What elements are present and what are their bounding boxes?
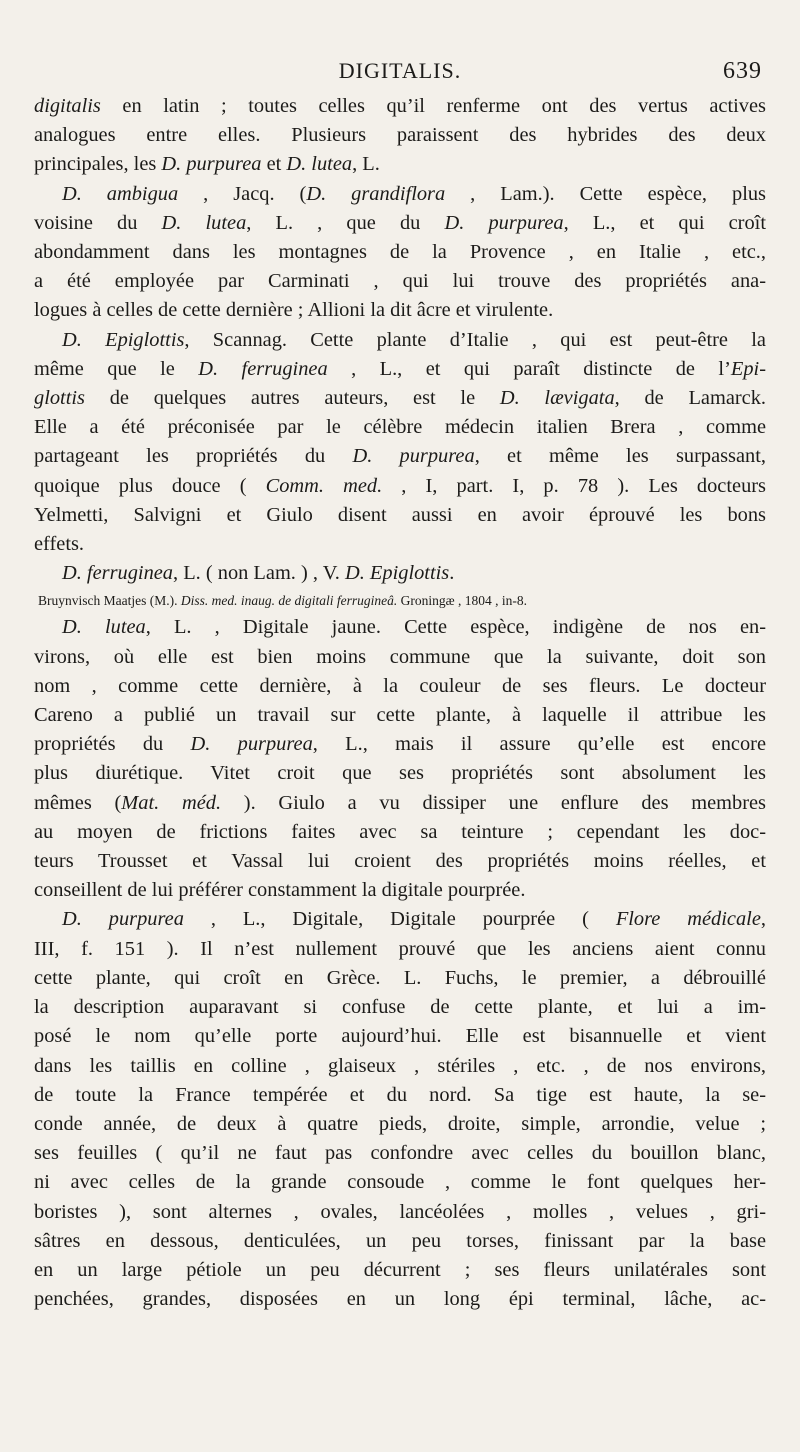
text-line: la description auparavant si confuse de cette plante, et lui a im- xyxy=(34,996,766,1019)
text-line: ses feuilles ( qu’il ne faut pas confondre avec celles du bouillon blanc, xyxy=(34,1142,766,1165)
text-line: D. ferruginea, L. ( non Lam. ) , V. D. Epiglottis. xyxy=(62,562,455,585)
running-title: DIGITALIS. xyxy=(338,58,462,83)
text-line: conseillent de lui préférer constamment la digitale pourprée. xyxy=(34,879,526,902)
text-line: D. Epiglottis, Scannag. Cette plante d’Italie , qui est peut-être la xyxy=(62,328,766,351)
text-line: ni avec celles de la grande consoude , comme le font quelques her- xyxy=(34,1171,766,1194)
text-line: D. lutea, L. , Digitale jaune. Cette espèce, indigène de nos en- xyxy=(62,616,766,639)
text-line: voisine du D. lutea, L. , que du D. purpurea, L., et qui croît xyxy=(34,211,766,234)
text-line: logues à celles de cette dernière ; Allioni la dit âcre et virulente. xyxy=(34,299,554,322)
text-line: D. purpurea , L., Digitale, Digitale pourprée ( Flore médicale, xyxy=(62,908,766,931)
text-line: en un large pétiole un peu décurrent ; ses fleurs unilatérales sont xyxy=(34,1258,766,1281)
text-line: digitalis en latin ; toutes celles qu’il renferme ont des vertus actives xyxy=(34,95,766,117)
text-line: III, f. 151 ). Il n’est nullement prouvé que les anciens aient connu xyxy=(34,937,766,960)
text-line: nom , comme cette dernière, à la couleur de ses fleurs. Le docteur xyxy=(34,674,766,697)
text-line: abondamment dans les montagnes de la Provence , en Italie , etc., xyxy=(34,241,766,264)
text-line: même que le D. ferruginea , L., et qui paraît distincte de l’Epi- xyxy=(34,357,766,380)
text-line: de toute la France tempérée et du nord. Sa tige est haute, la se- xyxy=(34,1083,766,1106)
body-text xyxy=(34,92,766,1314)
text-line: boristes ), sont alternes , ovales, lancéolées , molles , velues , gri- xyxy=(34,1200,766,1223)
text-line: D. ambigua , Jacq. (D. grandiflora , Lam.). Cette espèce, plus xyxy=(62,182,766,205)
text-line: propriétés du D. purpurea, L., mais il assure qu’elle est encore xyxy=(34,733,766,756)
text-line: partageant les propriétés du D. purpurea, et même les surpassant, xyxy=(34,445,766,468)
text-line: quoique plus douce ( Comm. med. , I, part. I, p. 78 ). Les docteurs xyxy=(34,474,766,497)
text-line: au moyen de frictions faites avec sa teinture ; cependant les doc- xyxy=(34,820,766,843)
text-line: sâtres en dessous, denticulées, un peu torses, finissant par la base xyxy=(34,1229,766,1252)
text-line: glottis de quelques autres auteurs, est le D. lævigata, de Lamarck. xyxy=(34,387,767,410)
text-line: virons, où elle est bien moins commune que la suivante, doit son xyxy=(34,645,766,668)
text-line: principales, les D. purpurea et D. lutea, L. xyxy=(34,153,380,176)
text-line: a été employée par Carminati , qui lui trouve des propriétés ana- xyxy=(34,270,766,293)
text-line: cette plante, qui croît en Grèce. L. Fuchs, le premier, a débrouillé xyxy=(34,966,766,989)
page-number: 639 xyxy=(723,58,762,84)
text-line: analogues entre elles. Plusieurs paraissent des hybrides des deux xyxy=(34,124,766,147)
text-line: Yelmetti, Salvigni et Giulo disent aussi en avoir éprouvé les bons xyxy=(34,503,766,526)
running-head xyxy=(34,58,766,92)
text-line: Elle a été préconisée par le célèbre médecin italien Brera , comme xyxy=(34,416,766,439)
text-line: Careno a publié un travail sur cette plante, à laquelle il attribue les xyxy=(34,704,766,727)
text-line: posé le nom qu’elle porte aujourd’hui. Elle est bisannuelle et vient xyxy=(34,1025,766,1048)
text-line: penchées, grandes, disposées en un long épi terminal, lâche, ac- xyxy=(34,1288,766,1311)
citation-line: Bruynvisch Maatjes (M.). Diss. med. inaug. de digitali ferrugineâ. Groningæ , 1804 , in-8. xyxy=(38,593,527,609)
text-line: conde année, de deux à quatre pieds, droite, simple, arrondie, velue ; xyxy=(34,1112,766,1135)
text-line: plus diurétique. Vitet croit que ses propriétés sont absolument les xyxy=(34,762,766,785)
text-line: effets. xyxy=(34,533,85,556)
text-line: mêmes (Mat. méd. ). Giulo a vu dissiper une enflure des membres xyxy=(34,791,766,814)
text-line: teurs Trousset et Vassal lui croient des propriétés moins réelles, et xyxy=(34,850,766,873)
text-line: dans les taillis en colline , glaiseux , stériles , etc. , de nos environs, xyxy=(34,1054,766,1077)
